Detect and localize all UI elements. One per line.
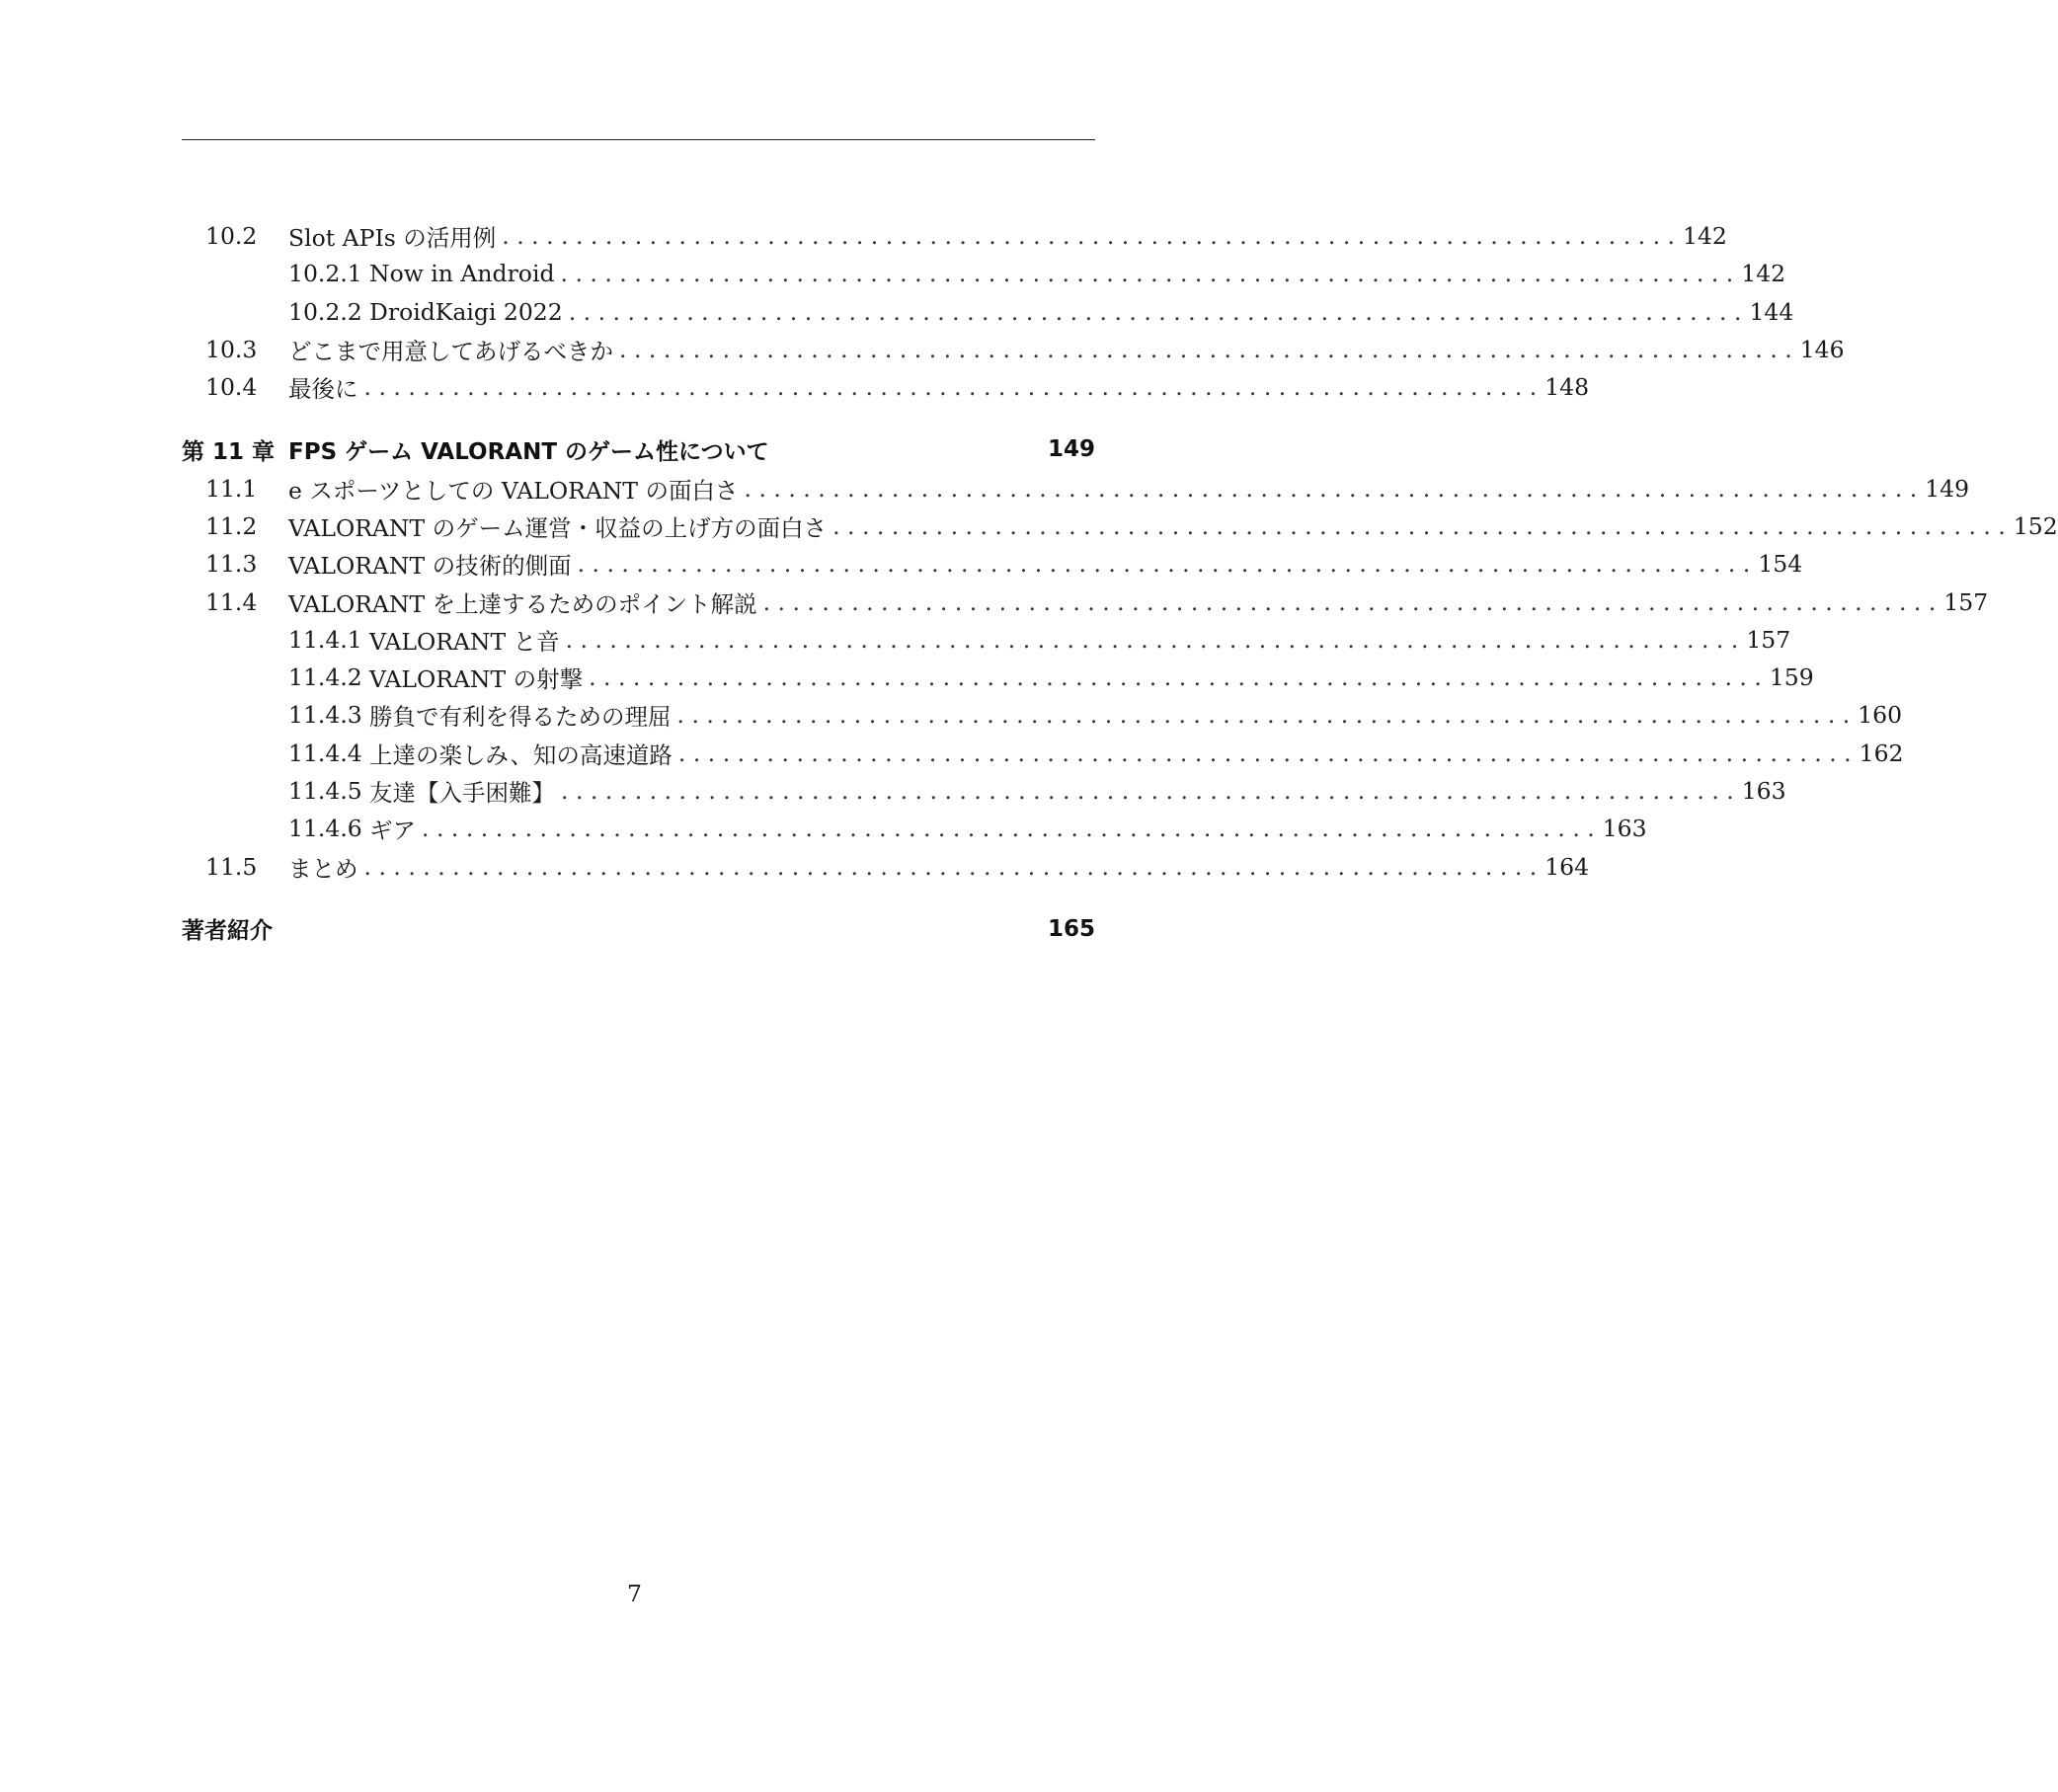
- entry-title-line: [369, 621, 1791, 659]
- dot-leader: . . . . . . . . . . . . . . . . . . . . . . . . . . . . . . . . . . . . . . . . . . . . . . . . . . . . . . . . . . . . . . . . . . . . . . . . . . . . . . . .: [561, 777, 1734, 805]
- dot-leader: . . . . . . . . . . . . . . . . . . . . . . . . . . . . . . . . . . . . . . . . . . . . . . . . . . . . . . . . . . . . . . . . . . . . . . . . . . . . . . . .: [619, 336, 1792, 364]
- entry-title-line: [369, 810, 1647, 847]
- toc-authors[interactable]: [182, 909, 1095, 949]
- entry-number: 11.3: [205, 550, 258, 579]
- entry-page: 160: [1850, 701, 1893, 729]
- entry-number: 11.2: [205, 511, 258, 540]
- entry-page: 146: [1792, 336, 1836, 363]
- entry-title-line: [288, 469, 1970, 506]
- entry-title-line: [288, 331, 1845, 368]
- dot-leader: . . . . . . . . . . . . . . . . . . . . . . . . . . . . . . . . . . . . . . . . . . . . . . . . . . . . . . . . . . . . . . . . . . . . . . . . . . . . . . . .: [832, 511, 2006, 540]
- dot-leader: . . . . . . . . . . . . . . . . . . . . . . . . . . . . . . . . . . . . . . . . . . . . . . . . . . . . . . . . . . . . . . . . . . . . . . . . . . . . . . . .: [568, 297, 1742, 326]
- entry-title: 友達【入手困難】: [369, 774, 561, 808]
- entry-page: 154: [1750, 550, 1793, 578]
- authors-page: 165: [1047, 915, 1095, 942]
- entry-number: 11.4.4: [288, 739, 362, 767]
- page-number: 7: [627, 1580, 642, 1607]
- entry-page: 163: [1595, 815, 1638, 842]
- toc-entry[interactable]: [182, 847, 1590, 885]
- entry-page: 157: [1738, 626, 1781, 654]
- entry-title: ギア: [369, 812, 422, 845]
- entry-title: Now in Android: [369, 260, 561, 287]
- toc-entry[interactable]: [182, 217, 1727, 255]
- entry-title-line: [288, 217, 1727, 255]
- entry-page: 163: [1734, 777, 1778, 805]
- dot-leader: . . . . . . . . . . . . . . . . . . . . . . . . . . . . . . . . . . . . . . . . . . . . . . . . . . . . . . . . . . . . . . . . . . . . . . . . . . . . . . . .: [363, 373, 1538, 402]
- entry-number: 11.4.5: [288, 777, 362, 805]
- toc-chapter-11[interactable]: [182, 429, 1095, 469]
- entry-number: 11.4.2: [288, 663, 362, 692]
- toc-entry[interactable]: [182, 621, 1791, 659]
- entry-title: どこまで用意してあげるべきか: [288, 333, 619, 366]
- toc-entry[interactable]: [182, 810, 1647, 847]
- entry-title: DroidKaigi 2022: [369, 298, 569, 326]
- entry-number: 10.2: [205, 222, 258, 251]
- entry-title-line: [369, 659, 1814, 696]
- entry-page: 164: [1537, 853, 1580, 881]
- entry-title: VALORANT のゲーム運営・収益の上げ方の面白さ: [288, 509, 832, 543]
- authors-label: 著者紹介: [182, 918, 273, 945]
- toc-entry[interactable]: [182, 696, 1903, 734]
- dot-leader: . . . . . . . . . . . . . . . . . . . . . . . . . . . . . . . . . . . . . . . . . . . . . . . . . . . . . . . . . . . . . . . . . . . . . . . . . . . . . . . .: [762, 587, 1937, 616]
- dot-leader: . . . . . . . . . . . . . . . . . . . . . . . . . . . . . . . . . . . . . . . . . . . . . . . . . . . . . . . . . . . . . . . . . . . . . . . . . . . . . . . .: [589, 663, 1762, 692]
- toc-entry[interactable]: [182, 772, 1786, 810]
- toc-group-chapter-11: [182, 469, 2058, 885]
- entry-number: 10.2.2: [288, 297, 362, 326]
- entry-title: Slot APIs の活用例: [288, 219, 502, 253]
- entry-title: VALORANT の技術的側面: [288, 547, 578, 581]
- entry-number: 11.4.6: [288, 815, 362, 843]
- entry-page: 148: [1537, 373, 1580, 401]
- entry-title: e スポーツとしての VALORANT の面白さ: [288, 472, 745, 506]
- chapter-title: FPS ゲーム VALORANT のゲーム性について: [288, 438, 769, 465]
- toc-entry[interactable]: [182, 469, 1970, 506]
- toc-entry[interactable]: [182, 331, 1845, 368]
- entry-page: 142: [1675, 222, 1718, 250]
- toc-group-chapter-10: [182, 217, 1845, 406]
- entry-title-line: [288, 507, 2058, 545]
- entry-title-line: [369, 696, 1903, 734]
- entry-number: 11.4.1: [288, 625, 362, 654]
- entry-number: 10.2.1: [288, 260, 362, 288]
- dot-leader: . . . . . . . . . . . . . . . . . . . . . . . . . . . . . . . . . . . . . . . . . . . . . . . . . . . . . . . . . . . . . . . . . . . . . . . . . . . . . . . .: [422, 815, 1595, 843]
- dot-leader: . . . . . . . . . . . . . . . . . . . . . . . . . . . . . . . . . . . . . . . . . . . . . . . . . . . . . . . . . . . . . . . . . . . . . . . . . . . . . . . .: [560, 260, 1734, 288]
- entry-title: VALORANT を上達するためのポイント解説: [288, 585, 763, 619]
- header-rule: [182, 139, 1095, 140]
- entry-page: 149: [1917, 475, 1960, 503]
- entry-title: 上達の楽しみ、知の高速道路: [369, 737, 678, 770]
- entry-page: 144: [1741, 298, 1784, 326]
- toc-entry[interactable]: [182, 293, 1794, 331]
- toc-entry[interactable]: [182, 255, 1786, 292]
- dot-leader: . . . . . . . . . . . . . . . . . . . . . . . . . . . . . . . . . . . . . . . . . . . . . . . . . . . . . . . . . . . . . . . . . . . . . . . . . . . . . . . .: [502, 222, 1676, 251]
- entry-title-line: [288, 545, 1803, 583]
- chapter-label: 第 11 章: [182, 438, 276, 465]
- entry-title-line: [369, 735, 1904, 772]
- entry-title-line: [288, 583, 1989, 620]
- dot-leader: . . . . . . . . . . . . . . . . . . . . . . . . . . . . . . . . . . . . . . . . . . . . . . . . . . . . . . . . . . . . . . . . . . . . . . . . . . . . . . . .: [744, 474, 1918, 503]
- toc-entry[interactable]: [182, 368, 1590, 406]
- entry-title-line: [369, 255, 1786, 292]
- toc-entry[interactable]: [182, 583, 1989, 620]
- dot-leader: . . . . . . . . . . . . . . . . . . . . . . . . . . . . . . . . . . . . . . . . . . . . . . . . . . . . . . . . . . . . . . . . . . . . . . . . . . . . . . . .: [677, 739, 1852, 767]
- entry-title-line: [288, 368, 1590, 406]
- entry-title: 最後に: [288, 370, 364, 404]
- entry-number: 11.4.3: [288, 701, 362, 730]
- entry-page: 157: [1936, 588, 1979, 616]
- entry-number: 10.3: [205, 336, 258, 364]
- entry-number: 11.5: [205, 852, 258, 881]
- entry-page: 142: [1733, 260, 1777, 287]
- toc-entry[interactable]: [182, 545, 1803, 583]
- toc-entry[interactable]: [182, 659, 1814, 696]
- entry-number: 11.4: [205, 587, 258, 616]
- chapter-page: 149: [1047, 436, 1095, 463]
- table-of-contents: [182, 217, 2058, 949]
- entry-title: VALORANT の射撃: [369, 661, 589, 694]
- entry-page: 152: [2006, 512, 2049, 540]
- entry-number: 11.1: [205, 474, 258, 503]
- toc-entry[interactable]: [182, 735, 1904, 772]
- dot-leader: . . . . . . . . . . . . . . . . . . . . . . . . . . . . . . . . . . . . . . . . . . . . . . . . . . . . . . . . . . . . . . . . . . . . . . . . . . . . . . . .: [577, 550, 1751, 579]
- dot-leader: . . . . . . . . . . . . . . . . . . . . . . . . . . . . . . . . . . . . . . . . . . . . . . . . . . . . . . . . . . . . . . . . . . . . . . . . . . . . . . . .: [565, 625, 1739, 654]
- dot-leader: . . . . . . . . . . . . . . . . . . . . . . . . . . . . . . . . . . . . . . . . . . . . . . . . . . . . . . . . . . . . . . . . . . . . . . . . . . . . . . . .: [363, 852, 1538, 881]
- entry-title-line: [369, 293, 1794, 331]
- entry-number: 10.4: [205, 373, 258, 402]
- entry-title-line: [288, 847, 1590, 885]
- entry-title: まとめ: [288, 850, 364, 884]
- entry-title: VALORANT と音: [369, 623, 566, 657]
- entry-page: 159: [1762, 663, 1805, 691]
- toc-entry[interactable]: [182, 507, 2058, 545]
- entry-title-line: [369, 772, 1786, 810]
- dot-leader: . . . . . . . . . . . . . . . . . . . . . . . . . . . . . . . . . . . . . . . . . . . . . . . . . . . . . . . . . . . . . . . . . . . . . . . . . . . . . . . .: [676, 701, 1851, 730]
- entry-page: 162: [1852, 740, 1895, 767]
- entry-title: 勝負で有利を得るための理屈: [369, 698, 677, 732]
